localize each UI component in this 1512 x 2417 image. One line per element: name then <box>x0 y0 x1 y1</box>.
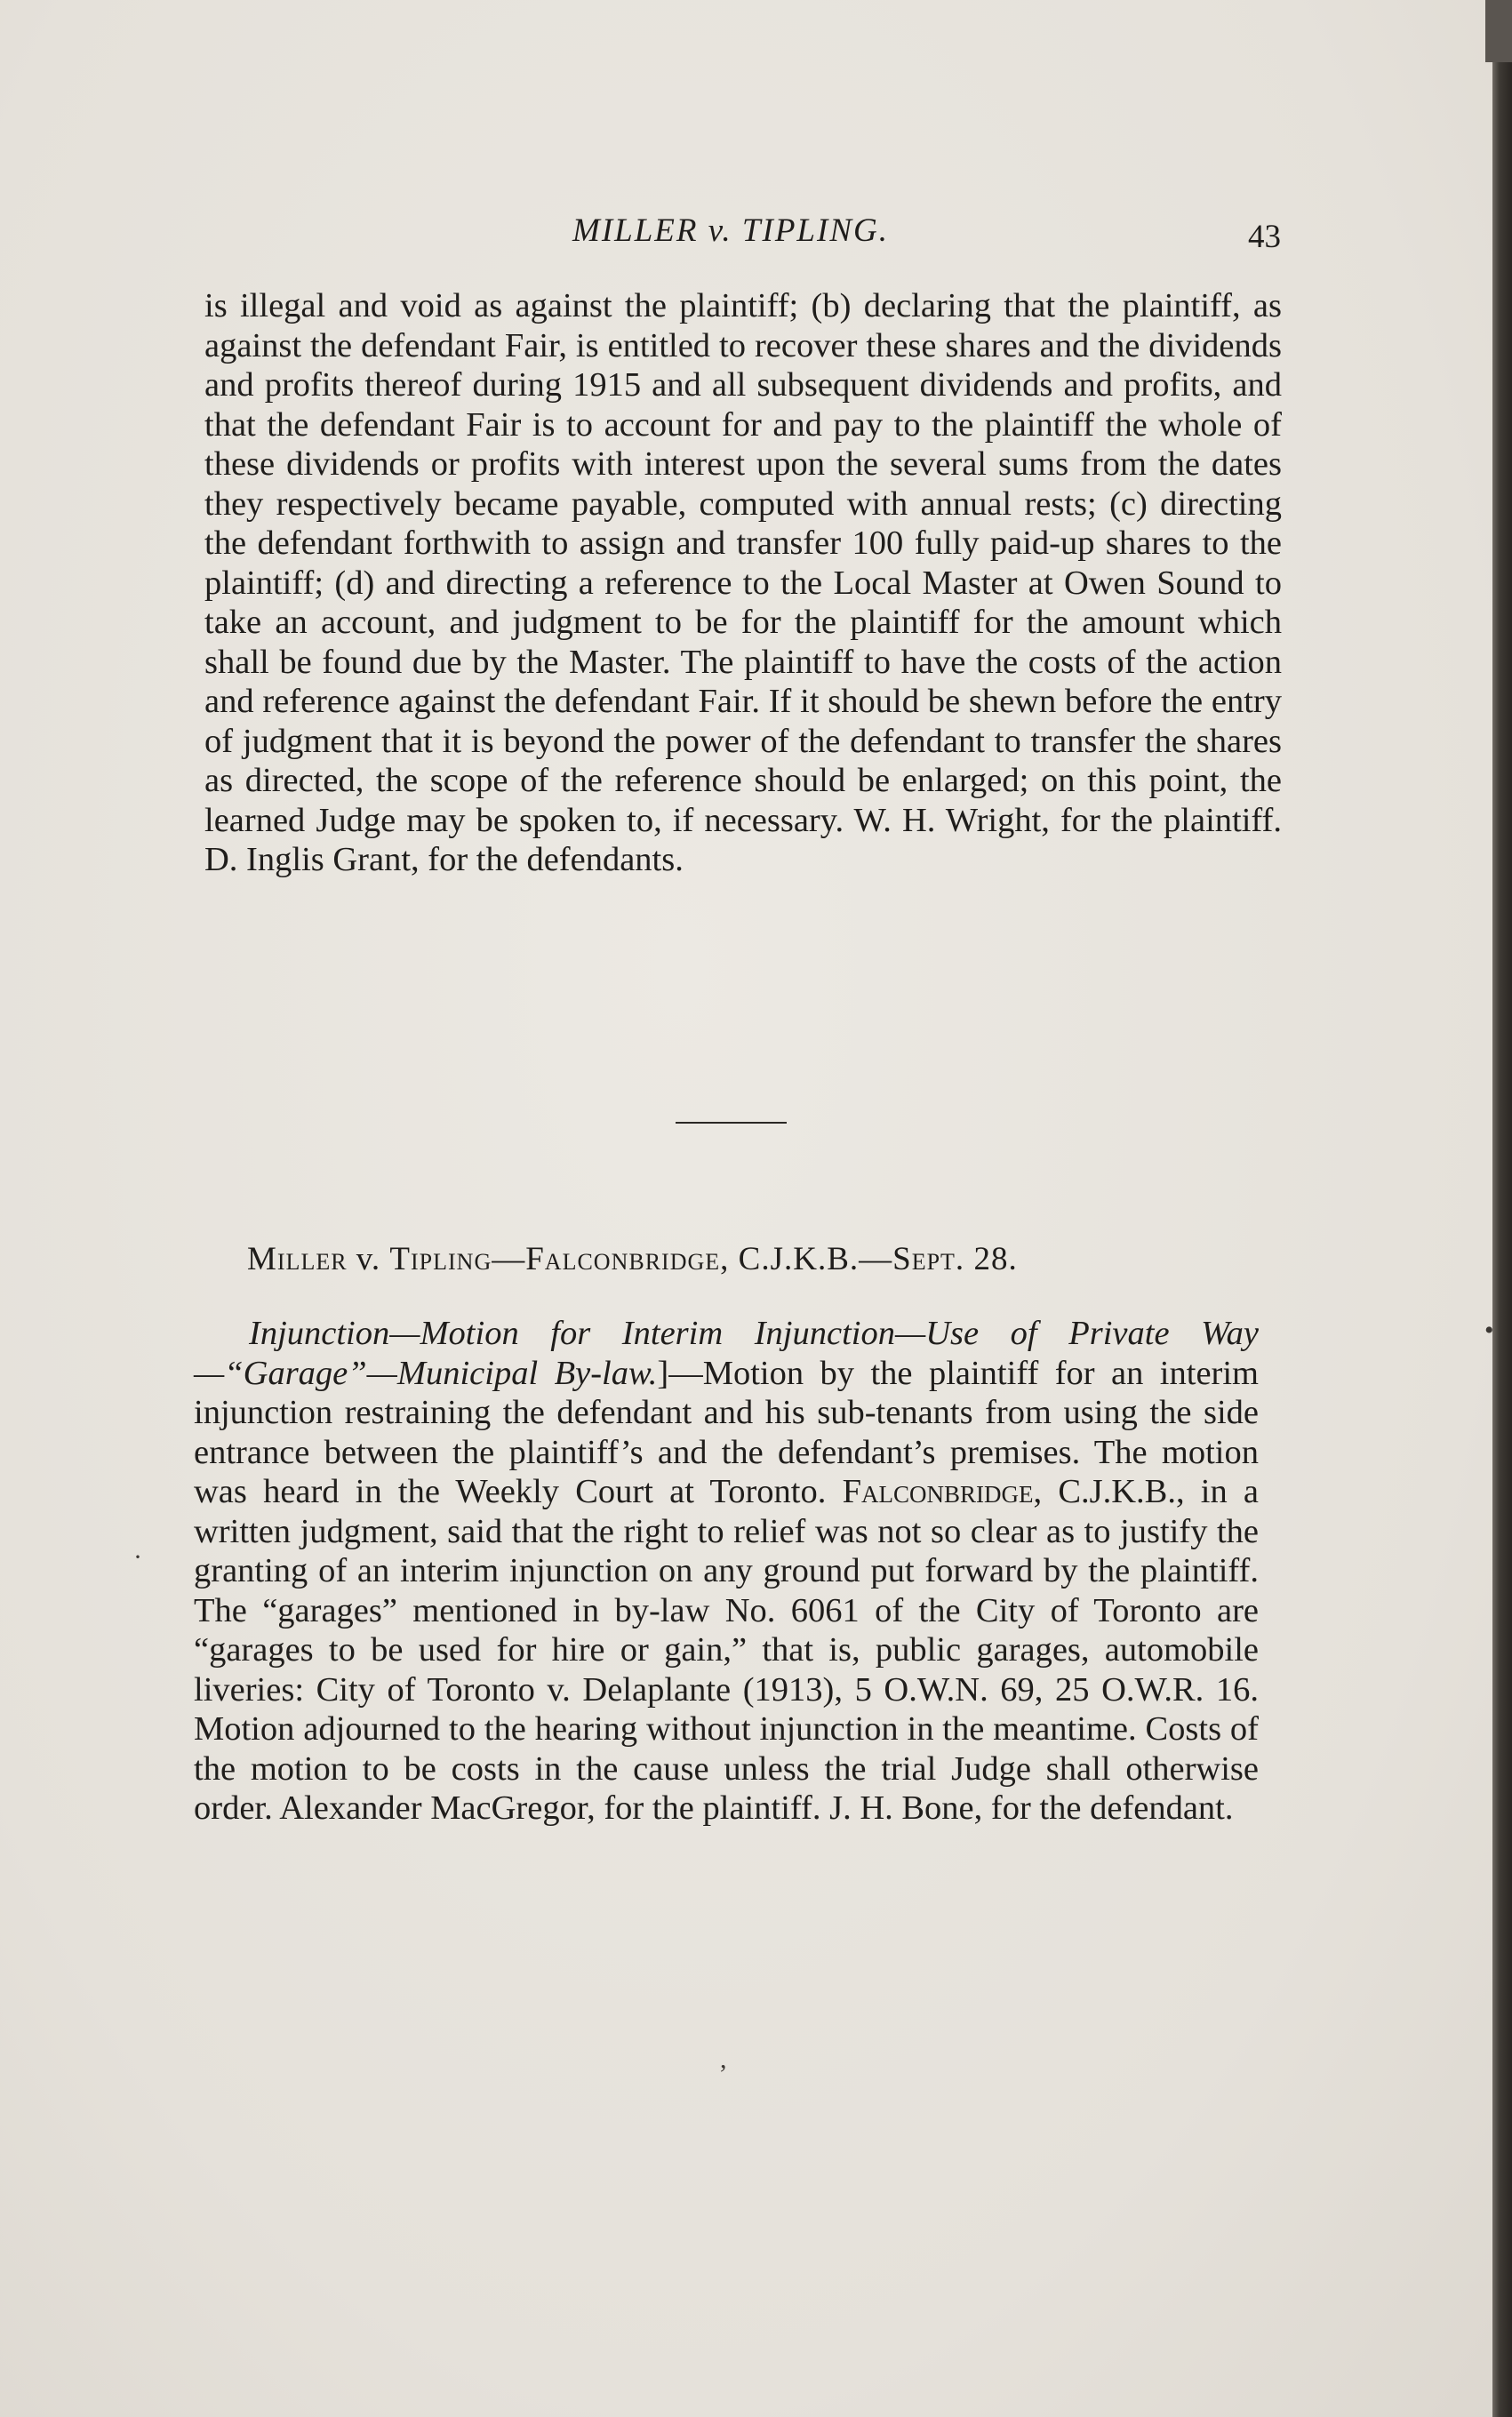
case-date-month: Sept. <box>892 1241 965 1277</box>
print-speck: · <box>133 1542 142 1572</box>
case-judge: Falconbridge <box>525 1241 721 1277</box>
print-speck: • <box>1484 1316 1494 1345</box>
case-judge-title: , C.J.K.B. <box>720 1241 860 1277</box>
case-heading <box>247 1240 1018 1278</box>
continuation-paragraph: is illegal and void as against the plaintiff; (b) declaring that the plaintiff, as against the defendant Fair, is entitled to recover these shares and the dividends and profits thereof during 1915 and all subsequent dividends and profits, and that the defendant Fair is to account for and pay to the plaintiff the whole of these dividends or profits with interest upon the several sums from the dates they respectively became payable, computed with annual rests; (c) directing the defendant forthwith to assign and transfer 100 fully paid-up shares to the plaintiff; (d) and directing a reference to the Local Master at Owen Sound to take an account, and judgment to be for the plaintiff for the amount which shall be found due by the Master. The plaintiff to have the costs of the action and reference against the defendant Fair. If it should be shewn before the entry of judgment that it is beyond the power of the defendant to transfer the shares as directed, the scope of the reference should be enlarged; on this point, the learned Judge may be spoken to, if necessary. W. H. Wright, for the plaintiff. D. Inglis Grant, for the defendants. <box>204 287 1282 878</box>
binding-corner <box>1485 0 1512 62</box>
running-head: MILLER v. TIPLING. <box>572 212 889 249</box>
case-versus: v. <box>347 1241 390 1277</box>
binding-edge <box>1492 0 1512 2417</box>
case-body-part-1: ]—Motion by the plaintiff for an interim injunction restraining the defendant and his sub-tenants from using the side entrance between the plaintiff’s and the defendant’s premises. The motion was heard in the Weekly Court at Toronto. <box>194 1354 1259 1510</box>
case-dash: — <box>859 1241 893 1277</box>
case-date-day: 28. <box>964 1241 1018 1277</box>
case-party-plaintiff: Miller <box>247 1241 348 1277</box>
case-party-defendant: Tipling <box>389 1241 492 1277</box>
page-number: 43 <box>1248 219 1281 255</box>
section-divider <box>676 1122 787 1124</box>
case-headnote: Injunction—Motion for Interim Injunction—Use of Private Way—“Garage”—Municipal By-law. <box>194 1315 1259 1392</box>
print-speck: , <box>720 2045 727 2074</box>
case-report-paragraph <box>194 1314 1259 1829</box>
case-judge-inline: Falconbridge <box>842 1473 1034 1510</box>
case-body-part-2: , C.J.K.B., in a written judgment, said that the right to relief was not so clear as to justify the granting of an interim injunction on any ground put forward by the plaintiff. The “garages” mentioned in by-law No. 6061 of the City of Toronto are “garages to be used for hire or gain,” that is, public garages, automobile liveries: City of Toronto v. Delaplante (1913), 5 O.W.N. 69, 25 O.W.R. 16. Motion adjourned to the hearing without injunction in the meantime. Costs of the motion to be costs in the cause unless the trial Judge shall otherwise order. Alexander MacGregor, for the plaintiff. J. H. Bone, for the defendant. <box>194 1473 1260 1827</box>
case-dash: — <box>492 1241 526 1277</box>
